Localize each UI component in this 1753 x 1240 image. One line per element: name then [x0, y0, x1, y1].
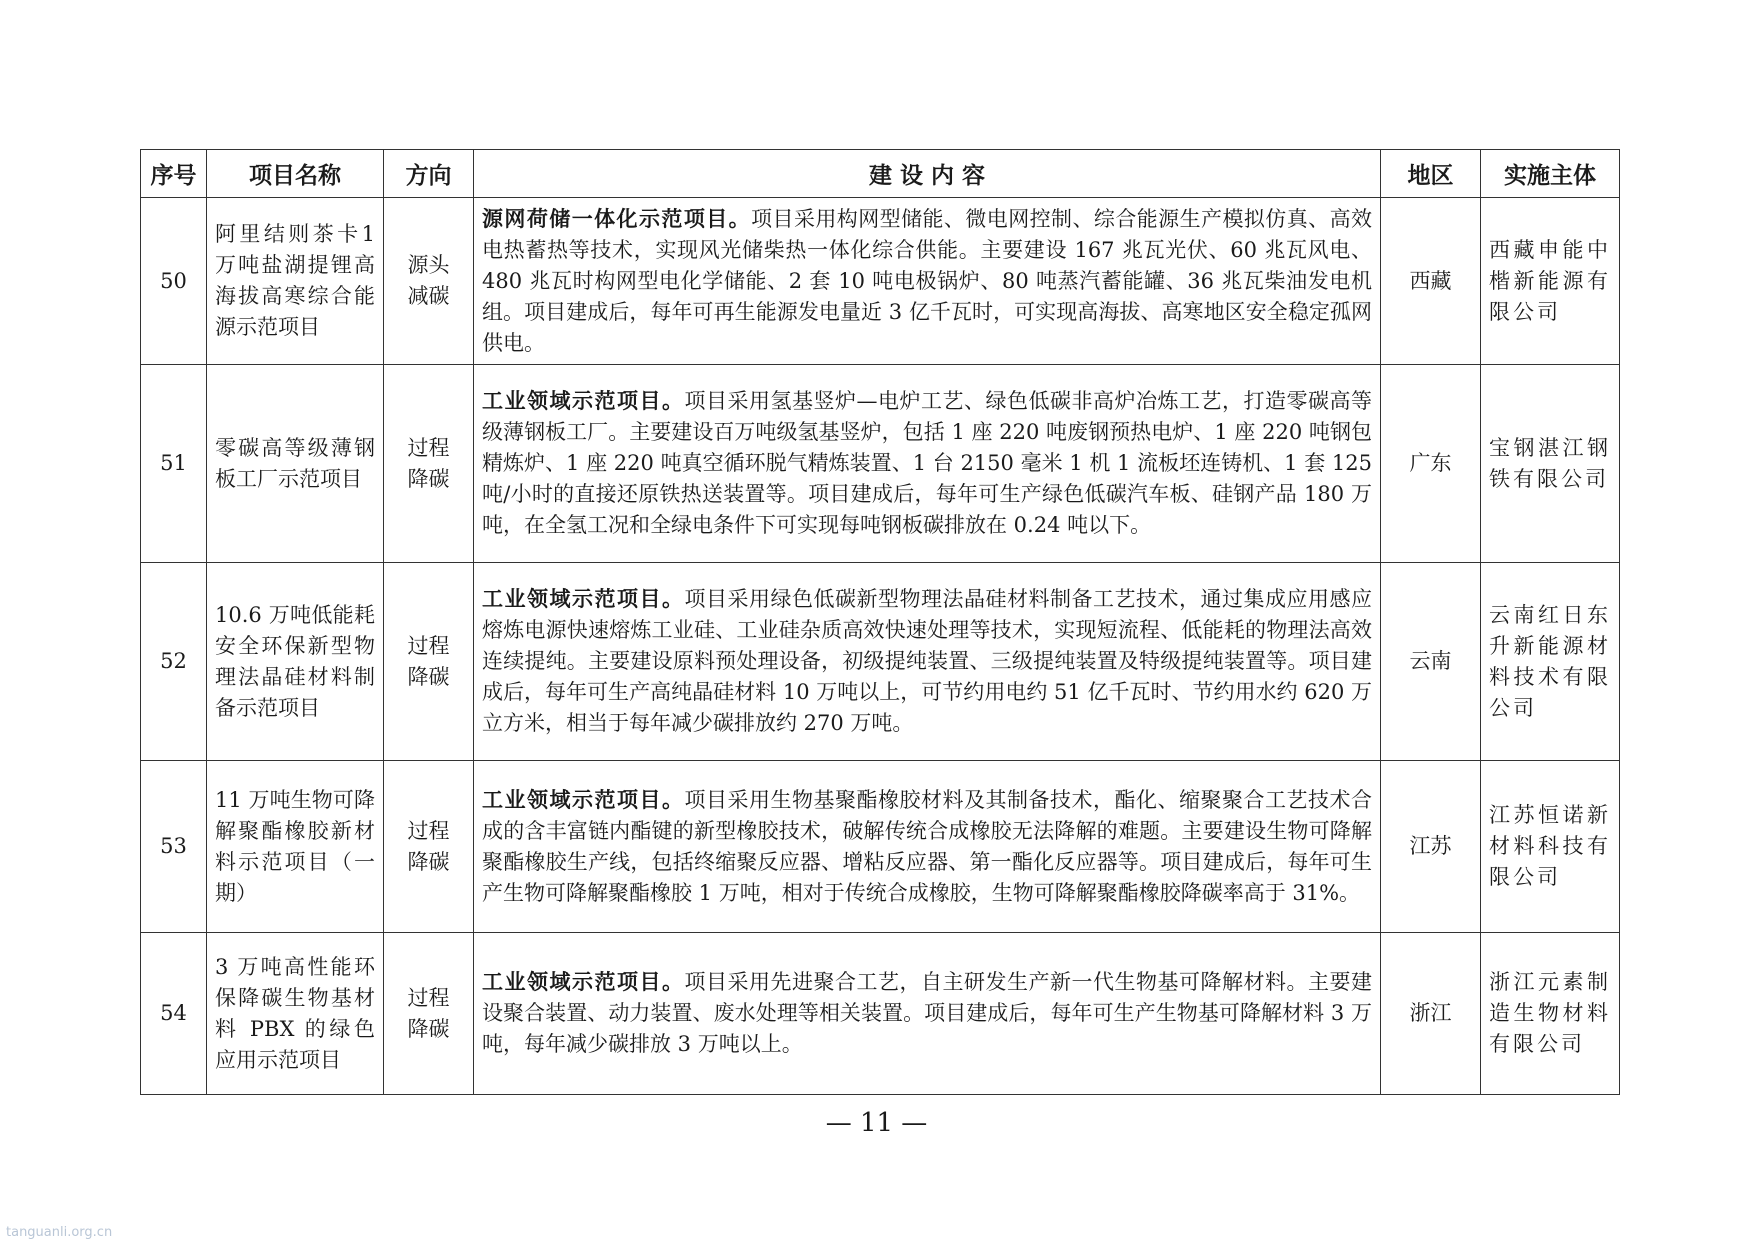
row-region: 浙江 [1381, 933, 1481, 1095]
row-direction: 过程降碳 [407, 633, 450, 689]
row-direction-cell [384, 761, 474, 933]
row-index: 51 [141, 365, 207, 563]
row-project-name: 3 万吨高性能环保降碳生物基材料 PBX 的绿色应用示范项目 [207, 933, 384, 1095]
table-row [141, 198, 1620, 365]
projects-table [140, 149, 1620, 1095]
row-direction: 过程降碳 [407, 818, 450, 874]
row-content-cell [474, 563, 1381, 761]
row-org: 西藏申能中楷新能源有限公司 [1481, 198, 1620, 365]
row-direction: 过程降碳 [407, 985, 450, 1041]
row-org: 宝钢湛江钢铁有限公司 [1481, 365, 1620, 563]
header-index: 序号 [141, 150, 207, 198]
header-name: 项目名称 [207, 150, 384, 198]
row-direction-cell [384, 365, 474, 563]
row-index: 53 [141, 761, 207, 933]
row-project-name: 阿里结则茶卡1万吨盐湖提锂高海拔高寒综合能源示范项目 [207, 198, 384, 365]
row-project-name: 10.6 万吨低能耗安全环保新型物理法晶硅材料制备示范项目 [207, 563, 384, 761]
header-direction: 方向 [384, 150, 474, 198]
row-region: 云南 [1381, 563, 1481, 761]
table-row [141, 761, 1620, 933]
table-row [141, 933, 1620, 1095]
table-header-row [141, 150, 1620, 198]
row-content-cell [474, 365, 1381, 563]
row-region: 广东 [1381, 365, 1481, 563]
row-content: 项目采用构网型储能、微电网控制、综合能源生产模拟仿真、高效电热蓄热等技术，实现风光储柴热一体化综合供能。主要建设 167 兆瓦光伏、60 兆瓦风电、480 兆瓦时构网型电化学储能、2 套 10 吨电极锅炉、80 吨蒸汽蓄能罐、36 兆瓦柴油发电机组。项目建成后，每年可再生能源发电量近 3 亿千瓦时，可实现高海拔、高寒地区安全稳定孤网供电。 [482, 206, 1373, 355]
row-index: 54 [141, 933, 207, 1095]
row-region: 西藏 [1381, 198, 1481, 365]
table-row [141, 365, 1620, 563]
row-content-lead: 工业领域示范项目。 [482, 389, 685, 413]
header-region: 地区 [1381, 150, 1481, 198]
row-index: 50 [141, 198, 207, 365]
row-project-name: 零碳高等级薄钢板工厂示范项目 [207, 365, 384, 563]
row-project-name: 11 万吨生物可降解聚酯橡胶新材料示范项目（一期） [207, 761, 384, 933]
row-org: 云南红日东升新能源材料技术有限公司 [1481, 563, 1620, 761]
row-content-cell [474, 933, 1381, 1095]
row-org: 浙江元素制造生物材料有限公司 [1481, 933, 1620, 1095]
row-content: 项目采用生物基聚酯橡胶材料及其制备技术，酯化、缩聚聚合工艺技术合成的含丰富链内酯键的新型橡胶技术，破解传统合成橡胶无法降解的难题。主要建设生物可降解聚酯橡胶生产线，包括终缩聚反应器、增粘反应器、第一酯化反应器等。项目建成后，每年可生产生物可降解聚酯橡胶 1 万吨，相对于传统合成橡胶，生物可降解聚酯橡胶降碳率高于 31%。 [482, 787, 1372, 905]
header-org: 实施主体 [1481, 150, 1620, 198]
row-direction: 源头减碳 [407, 253, 450, 308]
page-number: — 11 — [825, 1108, 928, 1138]
row-content: 项目采用氢基竖炉—电炉工艺、绿色低碳非高炉冶炼工艺，打造零碳高等级薄钢板工厂。主要建设百万吨级氢基竖炉，包括 1 座 220 吨废钢预热电炉、1 座 220 吨钢包精炼炉、1 座 220 吨真空循环脱气精炼装置、1 台 2150 毫米 1 机 1 流板坯连铸机、1 套 125 吨/小时的直接还原铁热送装置等。项目建成后，每年可生产绿色低碳汽车板、硅钢产品 180 万吨，在全氢工况和全绿电条件下可实现每吨钢板碳排放在 0.24 吨以下。 [482, 389, 1372, 537]
row-direction-cell [384, 933, 474, 1095]
row-content-lead: 工业领域示范项目。 [482, 970, 685, 994]
row-content: 项目采用绿色低碳新型物理法晶硅材料制备工艺技术，通过集成应用感应熔炼电源快速熔炼工业硅、工业硅杂质高效快速处理等技术，实现短流程、低能耗的物理法高效连续提纯。主要建设原料预处理设备，初级提纯装置、三级提纯装置及特级提纯装置等。项目建成后，每年可生产高纯晶硅材料 10 万吨以上，可节约用电约 51 亿千瓦时、节约用水约 620 万立方米，相当于每年减少碳排放约 270 万吨。 [482, 587, 1372, 735]
row-direction-cell [384, 198, 474, 365]
header-content: 建 设 内 容 [474, 150, 1381, 198]
row-region: 江苏 [1381, 761, 1481, 933]
row-content-lead: 工业领域示范项目。 [482, 587, 685, 611]
row-content-lead: 工业领域示范项目。 [482, 787, 685, 812]
row-content: 项目采用先进聚合工艺，自主研发生产新一代生物基可降解材料。主要建设聚合装置、动力装置、废水处理等相关装置。项目建成后，每年可生产生物基可降解材料 3 万吨，每年减少碳排放 3 万吨以上。 [482, 970, 1372, 1056]
row-org: 江苏恒诺新材料科技有限公司 [1481, 761, 1620, 933]
row-direction: 过程降碳 [407, 435, 450, 491]
watermark: tanguanli.org.cn [6, 1225, 113, 1240]
row-direction-cell [384, 563, 474, 761]
row-content-cell [474, 761, 1381, 933]
table-row [141, 563, 1620, 761]
row-content-cell [474, 198, 1381, 365]
row-content-lead: 源网荷储一体化示范项目。 [482, 206, 752, 231]
row-index: 52 [141, 563, 207, 761]
